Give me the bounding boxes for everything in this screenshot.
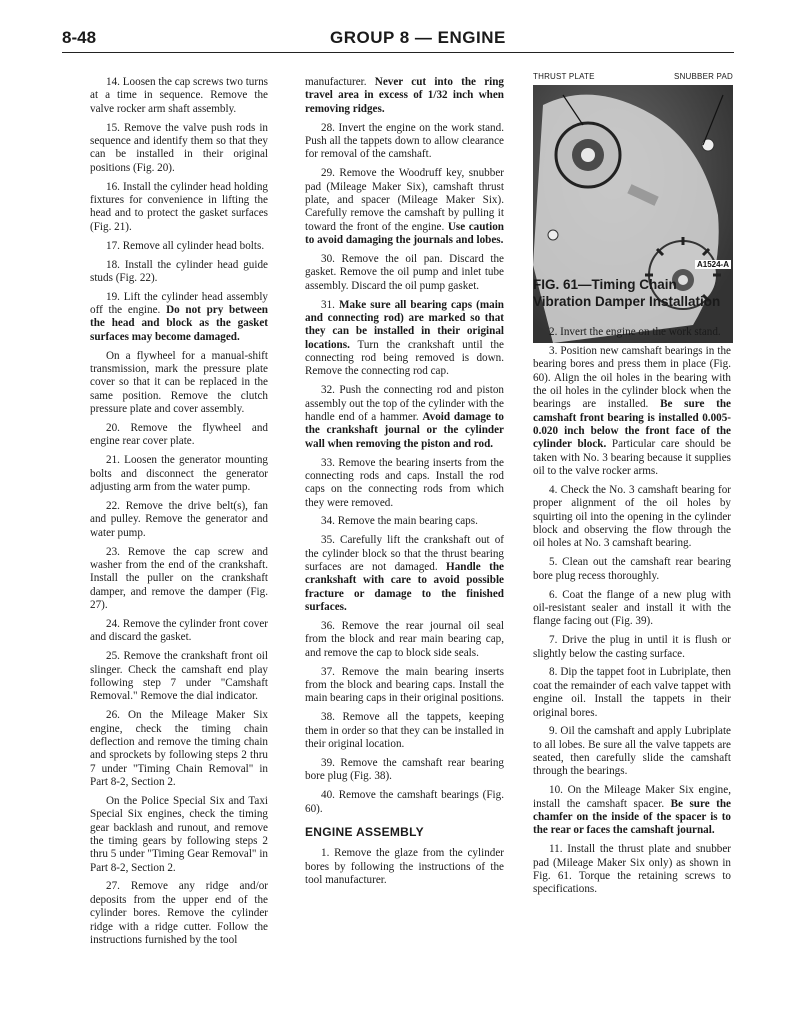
paragraph-text: Remove the Woodruff key, snubber pad (Mileage Maker Six), camshaft thrust plate, and spacer (Mileage Maker Six). Carefully remove the camshaft by pulling it toward the front of the engine. <box>305 167 504 233</box>
step-number: 16. <box>106 180 120 193</box>
step-number: 9. <box>549 725 558 738</box>
figure-caption: FIG. 61—Timing Chain Vibration Damper Installation <box>533 277 721 309</box>
step-number: 19. <box>106 290 120 303</box>
paragraph <box>533 345 731 478</box>
paragraph-text: Invert the engine on the work stand. <box>560 326 721 338</box>
paragraph-text: Push the connecting rod and piston assembly out the top of the cylinder with the handle end of a hammer. <box>305 384 504 423</box>
bold-text: Make sure all bearing caps (main and connecting rod) are marked so that they can be installed in their original locations. <box>305 298 504 351</box>
paragraph-text: Drive the plug in until it is flush or slightly below the casting surface. <box>533 634 731 660</box>
paragraph-text: Remove all the tappets, keeping them in order so that they can be installed in their original location. <box>305 711 504 750</box>
paragraph-text: Remove the crankshaft front oil slinger. Check the camshaft end play following step 7 under "Camshaft Removal." Remove the dial indicator. <box>90 650 268 703</box>
page-number: 8-48 <box>62 28 97 47</box>
bold-text: Handle the crankshaft with care to avoid possible fracture or damage to the finished surfaces. <box>305 561 504 614</box>
paragraph-text: Remove the camshaft rear bearing bore plug (Fig. 38). <box>305 756 504 783</box>
paragraph <box>90 350 268 417</box>
paragraph-text: Remove the camshaft bearings (Fig. 60). <box>305 789 504 815</box>
step-number: 1. <box>321 847 330 860</box>
paragraph <box>90 76 268 116</box>
paragraph <box>533 725 731 778</box>
paragraph-text: Remove the bearing inserts from the connecting rods and caps. Install the rod caps on the connecting rods from which they were removed. <box>305 456 504 509</box>
paragraph <box>533 843 731 896</box>
figure-code: A1524-A <box>696 260 729 269</box>
step-number: 22. <box>106 499 120 512</box>
step-number: 7. <box>549 634 558 647</box>
paragraph <box>90 422 268 449</box>
paragraph-text: Remove the main bearing inserts from the block and bearing caps. Install the main bearing caps in their original positions. <box>305 665 504 705</box>
step-number: 31. <box>321 298 335 311</box>
bold-text: Use caution to avoid damaging the journals and lobes. <box>305 220 504 246</box>
paragraph <box>90 259 268 286</box>
step-number: 14. <box>106 76 120 88</box>
bold-text: Be sure the chamfer on the inside of the spacer is to the rear or faces the camshaft journal. <box>533 797 731 837</box>
paragraph <box>305 253 504 293</box>
paragraph-text: Coat the flange of a new plug with oil-resistant sealer and install it with the flange facing out (Fig. 39). <box>533 588 731 628</box>
bold-text: Never cut into the ring travel area in excess of 1/32 inch when removing ridges. <box>305 76 505 115</box>
step-number: 35. <box>321 534 335 547</box>
paragraph-text: Oil the camshaft and apply Lubriplate to all lobes. Be sure all the valve tappets are seated, then carefully slide the camshaft through the bearings. <box>533 725 731 778</box>
bold-text: Do not pry between the head and block as the gasket surfaces may become damaged. <box>90 304 269 343</box>
step-number: 30. <box>321 252 335 265</box>
paragraph <box>305 167 504 247</box>
step-number: 2. <box>549 326 558 338</box>
step-number: 38. <box>321 711 335 724</box>
paragraph-text: Install the thrust plate and snubber pad (Mileage Maker Six only) as shown in Fig. 61. Torque the retaining screws to specifications. <box>533 843 731 896</box>
step-number: 34. <box>321 515 335 528</box>
paragraph <box>305 122 504 162</box>
paragraph-text: manufacturer. <box>305 76 367 88</box>
paragraph-text: On the Mileage Maker Six engine, install the camshaft spacer. <box>533 784 731 810</box>
paragraph <box>533 556 731 583</box>
step-number: 28. <box>321 121 335 134</box>
paragraph-text: Install the cylinder head guide studs (Fig. 22). <box>90 258 268 284</box>
paragraph-text: Remove the rear journal oil seal from the block and rear main bearing cap, and remove the cap to block side seals. <box>305 620 504 659</box>
paragraph <box>305 847 504 887</box>
step-number: 23. <box>106 545 120 558</box>
paragraph-text: Lift the cylinder head assembly off the engine. <box>90 290 268 317</box>
paragraph <box>533 784 731 837</box>
step-number: 32. <box>321 384 335 397</box>
figure-label-snubber-pad: SNUBBER PAD <box>674 72 733 81</box>
section-heading: ENGINE ASSEMBLY <box>305 824 424 839</box>
column-2 <box>305 76 504 893</box>
step-number: 18. <box>106 258 120 271</box>
paragraph <box>90 546 268 613</box>
paragraph-text: On a flywheel for a manual-shift transmission, mark the pressure plate cover so that it can be replaced in the same position. Remove the clutch pressure plate and cover assembly. <box>90 349 268 416</box>
paragraph-text: Dip the tappet foot in Lubriplate, then coat the remainder of each valve tappet with engine oil. Install the tappets in their original bores. <box>533 666 731 719</box>
paragraph <box>305 384 504 451</box>
paragraph-text: Remove any ridge and/or deposits from the upper end of the cylinder bores. Remove the cylinder ridge with a ridge cutter. Follow the instructions furnished by the tool <box>90 880 268 946</box>
paragraph <box>90 500 268 540</box>
paragraph-text: Carefully lift the crankshaft out of the cylinder block so that the thrust bearing surfaces are not damaged. <box>305 534 504 574</box>
paragraph <box>90 709 268 789</box>
paragraph <box>305 534 504 614</box>
header-rule <box>62 52 734 53</box>
paragraph-text: On the Police Special Six and Taxi Special Six engines, check the timing gear backlash and runout, and remove the timing gears by following steps 2 thru 5 under "Timing Gear Removal" in Part 8-2, Section 2. <box>90 794 268 874</box>
paragraph <box>305 457 504 510</box>
paragraph-text: Remove the drive belt(s), fan and pulley. Remove the generator and water pump. <box>90 499 268 539</box>
paragraph <box>305 515 504 528</box>
bold-text: Avoid damage to the crankshaft journal or the cylinder wall when removing the piston and rod. <box>305 410 504 450</box>
paragraph <box>533 666 731 719</box>
step-number: 3. <box>549 344 558 357</box>
paragraph-text: Position new camshaft bearings in the bearing bores and press them in place (Fig. 60). Align the oil holes in the bearing with the oil holes in the cylinder block when the bearings are installed. <box>533 344 731 411</box>
step-number: 10. <box>549 784 563 797</box>
step-number: 21. <box>106 454 120 467</box>
step-number: 11. <box>549 843 563 856</box>
paragraph-text: Particular care should be taken with No. 3 bearing because it supplies oil to the valve rocker arms. <box>533 438 731 478</box>
paragraph-text: Remove the glaze from the cylinder bores by following the instructions of the tool manufacturer. <box>305 847 504 886</box>
step-number: 25. <box>106 650 120 663</box>
paragraph <box>305 76 504 116</box>
paragraph-text: Remove the cylinder front cover and discard the gasket. <box>90 617 268 644</box>
step-number: 4. <box>549 483 558 496</box>
step-number: 15. <box>106 121 120 134</box>
step-number: 6. <box>549 588 558 601</box>
step-number: 8. <box>549 666 558 679</box>
step-number: 37. <box>321 665 335 678</box>
paragraph <box>90 618 268 645</box>
paragraph <box>90 181 268 234</box>
paragraph <box>533 484 731 551</box>
paragraph <box>90 795 268 875</box>
paragraph <box>533 589 731 629</box>
paragraph-text: Remove the valve push rods in sequence and identify them so that they can be installed in their original positions (Fig. 20). <box>90 121 269 174</box>
paragraph-text: Invert the engine on the work stand. Push all the tappets down to allow clearance for removal of the camshaft. <box>305 121 504 161</box>
paragraph <box>90 454 268 494</box>
step-number: 24. <box>106 617 120 630</box>
step-number: 27. <box>106 880 120 893</box>
paragraph <box>90 880 268 947</box>
step-number: 29. <box>321 167 335 180</box>
step-number: 20. <box>106 422 120 435</box>
paragraph-text: Loosen the cap screws two turns at a time in sequence. Remove the valve rocker arm shaft assembly. <box>90 76 268 115</box>
paragraph <box>90 650 268 703</box>
column-1 <box>90 76 268 953</box>
paragraph-text: Remove the main bearing caps. <box>337 515 478 528</box>
paragraph <box>533 326 731 339</box>
step-number: 17. <box>106 239 120 252</box>
paragraph-text: On the Mileage Maker Six engine, check the timing chain deflection and remove the timing chain and sprockets by following steps 2 thru 7 under "Timing Chain Removal" in Part 8-2, Section 2. <box>90 709 268 788</box>
paragraph <box>305 757 504 784</box>
step-number: 40. <box>321 789 335 802</box>
paragraph-text: Remove the oil pan. Discard the gasket. Remove the oil pump and inlet tube assembly. Discard the oil pump gasket. <box>305 252 504 292</box>
paragraph-text: Loosen the generator mounting bolts and disconnect the generator adjusting arm from the water pump. <box>90 454 268 494</box>
column-3 <box>533 326 731 902</box>
paragraph <box>305 711 504 751</box>
figure-61 <box>533 72 733 304</box>
paragraph <box>305 666 504 706</box>
step-number: 36. <box>321 620 335 633</box>
group-title: GROUP 8 — ENGINE <box>330 28 506 47</box>
figure-label-thrust-plate: THRUST PLATE <box>533 72 595 81</box>
step-number: 33. <box>321 456 335 469</box>
paragraph <box>90 240 268 253</box>
step-number: 26. <box>106 709 120 722</box>
paragraph-text: Turn the crankshaft until the connecting rod being removed is down. Remove the connecting rod cap. <box>305 338 504 378</box>
paragraph-text: Check the No. 3 camshaft bearing for proper alignment of the oil holes by squirting oil into the opening in the cylinder block and observing the flow through the oil holes at No. 3 camshaft bearing. <box>533 483 731 550</box>
paragraph <box>305 299 504 379</box>
paragraph-text: Remove the flywheel and engine rear cover plate. <box>90 422 268 448</box>
paragraph <box>90 291 268 344</box>
paragraph <box>90 122 268 175</box>
paragraph-text: Install the cylinder head holding fixtures for convenience in lifting the head and to protect the gasket surfaces (Fig. 21). <box>90 180 268 233</box>
paragraph-text: Remove the cap screw and washer from the end of the crankshaft. Install the puller on the crankshaft damper, and remove the damper (Fig. 27). <box>90 545 268 611</box>
bold-text: Be sure the camshaft front bearing is installed 0.005-0.020 inch below the front face of the cylinder block. <box>533 398 731 451</box>
page-header <box>62 28 734 58</box>
step-number: 39. <box>321 756 335 769</box>
paragraph <box>533 634 731 661</box>
step-number: 5. <box>549 556 558 569</box>
paragraph <box>305 620 504 660</box>
paragraph-text: Clean out the camshaft rear bearing bore plug recess thoroughly. <box>533 556 731 582</box>
paragraph <box>305 789 504 816</box>
paragraph-text: Remove all cylinder head bolts. <box>122 239 265 252</box>
